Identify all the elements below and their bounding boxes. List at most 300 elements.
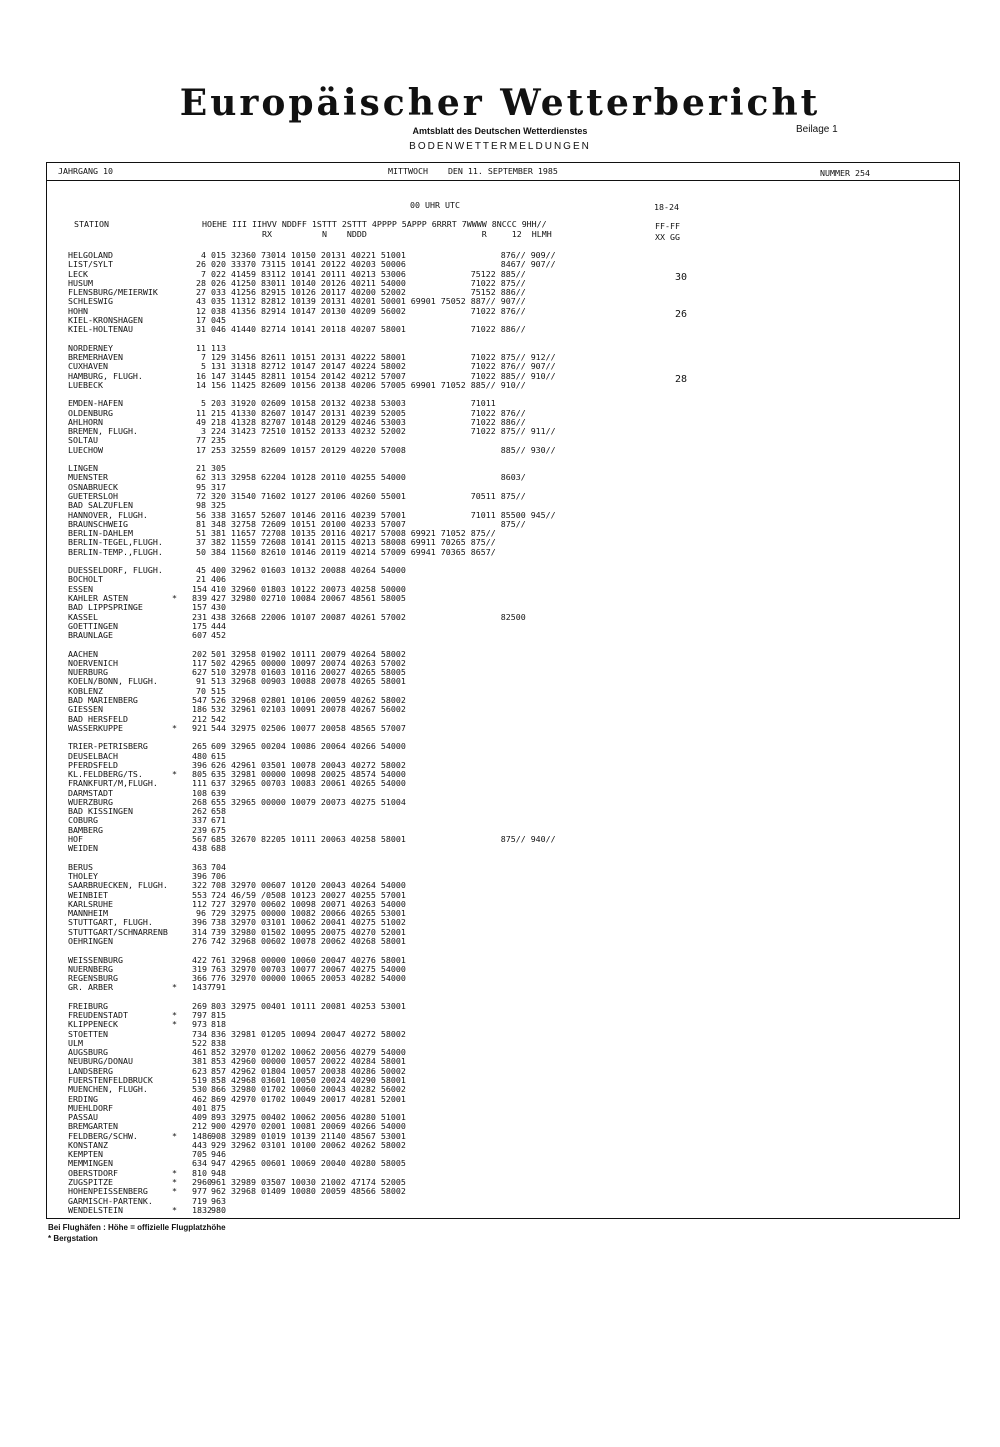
station-codes: 615 [211, 750, 226, 761]
station-name: PASSAU [68, 1112, 98, 1123]
station-name: FRANKFURT/M,FLUGH. [68, 778, 158, 789]
station-codes: 858 42968 03601 10050 20024 40290 58001 [211, 1075, 406, 1086]
station-name: BAD HERSFELD [68, 713, 128, 724]
station-altitude: 186 [192, 704, 207, 715]
station-codes: 203 31920 02609 10158 20132 40238 53003 71011 [211, 398, 496, 409]
station-altitude: 212 [192, 713, 207, 724]
station-codes: 815 [211, 1010, 226, 1021]
station-name: ESSEN [68, 583, 93, 594]
station-altitude: 212 [192, 1121, 207, 1132]
station-altitude: 461 [192, 1047, 207, 1058]
station-codes: 410 32960 01803 10122 20073 40258 50000 [211, 583, 406, 594]
station-altitude: 363 [192, 861, 207, 872]
station-altitude: 522 [192, 1037, 207, 1048]
station-altitude: 21 [196, 574, 206, 585]
mountain-station-marker: * [172, 592, 177, 603]
station-name: NORDERNEY [68, 342, 113, 353]
station-codes: 635 32981 00000 10098 20025 48574 54000 [211, 769, 406, 780]
station-name: KOELN/BONN, FLUGH. [68, 676, 158, 687]
station-name: HANNOVER, FLUGH. [68, 509, 148, 520]
station-name: GUETERSLOH [68, 491, 118, 502]
station-name: BAD SALZUFLEN [68, 500, 133, 511]
station-name: HOHN [68, 305, 88, 316]
station-altitude: 1832 [192, 1204, 212, 1215]
station-codes: 639 [211, 787, 226, 798]
station-altitude: 12 [196, 305, 206, 316]
station-name: BREMEN, FLUGH. [68, 426, 138, 437]
station-altitude: 268 [192, 796, 207, 807]
station-altitude: 11 [196, 342, 206, 353]
station-altitude: 96 [196, 908, 206, 919]
station-altitude: 72 [196, 491, 206, 502]
station-altitude: 396 [192, 917, 207, 928]
station-name: GARMISCH-PARTENK. [68, 1195, 153, 1206]
station-codes: 866 32980 01702 10060 20043 40282 56002 [211, 1084, 406, 1095]
station-codes: 532 32961 02103 10091 20078 40267 56002 [211, 704, 406, 715]
station-codes: 836 32981 01205 10094 20047 40272 58002 [211, 1028, 406, 1039]
station-name: SOLTAU [68, 435, 98, 446]
station-altitude: 553 [192, 889, 207, 900]
station-name: BRAUNLAGE [68, 630, 113, 641]
columns-header-2: RX N NDDD R 12 HLMH [262, 229, 552, 239]
mountain-station-marker: * [172, 982, 177, 993]
station-codes: 947 42965 00601 10069 20040 40280 58005 [211, 1158, 406, 1169]
period-label: 18-24 [654, 202, 679, 212]
station-altitude: 91 [196, 676, 206, 687]
station-altitude: 480 [192, 750, 207, 761]
station-name: SAARBRUECKEN, FLUGH. [68, 880, 168, 891]
station-altitude: 530 [192, 1084, 207, 1095]
station-altitude: 977 [192, 1186, 207, 1197]
station-codes: 688 [211, 843, 226, 854]
station-name: KL.FELDBERG/TS. [68, 769, 143, 780]
station-name: LINGEN [68, 463, 98, 474]
station-name: KIEL-KRONSHAGEN [68, 314, 143, 325]
station-altitude: 21 [196, 463, 206, 474]
station-name: OSNABRUECK [68, 481, 118, 492]
station-name: NEUBURG/DONAU [68, 1056, 133, 1067]
station-codes: 022 41459 83112 10141 20111 40213 53006 75122 885// [211, 268, 526, 279]
station-altitude: 31 [196, 324, 206, 335]
station-altitude: 56 [196, 509, 206, 520]
station-name: KIEL-HOLTENAU [68, 324, 133, 335]
mountain-station-marker: * [172, 1186, 177, 1197]
station-altitude: 2960 [192, 1177, 212, 1187]
section-title: BODENWETTERMELDUNGEN [409, 141, 591, 152]
station-codes: 626 42961 03501 10078 20043 40272 58002 [211, 759, 406, 770]
header-divider [46, 180, 960, 181]
station-name: LIST/SYLT [68, 259, 113, 270]
station-name: WENDELSTEIN [68, 1204, 123, 1215]
station-altitude: 262 [192, 806, 207, 817]
station-codes: 406 [211, 574, 226, 585]
station-codes: 338 31657 52607 10146 20116 40239 57001 71011 85500 945// [211, 509, 556, 520]
mountain-station-marker: * [172, 1177, 177, 1187]
station-codes: 026 41250 83011 10140 20126 40211 54000 71022 875// [211, 277, 526, 288]
station-codes: 637 32965 00703 10083 20061 40265 54000 [211, 778, 406, 789]
station-altitude: 17 [196, 444, 206, 455]
station-name: DUESSELDORF, FLUGH. [68, 565, 163, 576]
station-codes: 946 [211, 1149, 226, 1160]
station-altitude: 607 [192, 630, 207, 641]
station-codes: 384 11560 82610 10146 20119 40214 57009 69941 70365 8657/ [211, 546, 496, 557]
station-altitude: 111 [192, 778, 207, 789]
station-name: LUECHOW [68, 444, 103, 455]
station-altitude: 438 [192, 843, 207, 854]
station-name: BOCHOLT [68, 574, 103, 585]
station-altitude: 26 [196, 259, 206, 270]
station-altitude: 4 [201, 250, 206, 260]
station-codes: 908 32989 01019 10139 21140 48567 53001 [211, 1130, 406, 1141]
station-altitude: 269 [192, 1000, 207, 1011]
station-altitude: 28 [196, 277, 206, 288]
station-name: LECK [68, 268, 88, 279]
station-name: KLIPPENECK [68, 1019, 118, 1030]
station-codes: 215 41330 82607 10147 20131 40239 52005 71022 876// [211, 407, 526, 418]
station-codes: 224 31423 72510 10152 20133 40232 52002 71022 875// 911// [211, 426, 556, 437]
station-codes: 542 [211, 713, 226, 724]
document-subtitle: Amtsblatt des Deutschen Wetterdienstes [412, 126, 588, 136]
station-altitude: 337 [192, 815, 207, 826]
nummer-label: NUMMER 254 [820, 168, 870, 178]
station-altitude: 11 [196, 407, 206, 418]
jahrgang-label: JAHRGANG 10 [58, 166, 113, 176]
station-codes: 893 32975 00402 10062 20056 40280 51001 [211, 1112, 406, 1123]
station-name: FELDBERG/SCHW. [68, 1130, 138, 1141]
station-altitude: 734 [192, 1028, 207, 1039]
station-altitude: 396 [192, 759, 207, 770]
station-altitude: 112 [192, 898, 207, 909]
station-altitude: 322 [192, 880, 207, 891]
mountain-station-marker: * [172, 1010, 177, 1021]
ff-value: 30 [675, 271, 688, 283]
station-header: STATION [74, 219, 109, 229]
station-codes: 325 [211, 500, 226, 511]
station-name: GR. ARBER [68, 982, 113, 993]
station-codes: 382 11559 72608 10141 20115 40213 58008 69911 70265 875// [211, 537, 496, 548]
station-name: THOLEY [68, 871, 98, 882]
station-name: STUTTGART/SCHNARRENB [68, 926, 168, 937]
station-codes: 113 [211, 342, 226, 353]
station-codes: 776 32970 00000 10065 20053 40282 54000 [211, 973, 406, 984]
station-codes: 526 32968 02801 10106 20059 40262 58002 [211, 694, 406, 705]
station-name: HOF [68, 834, 83, 844]
station-name: WUERZBURG [68, 796, 113, 807]
station-altitude: 5 [201, 398, 206, 409]
station-codes: 452 [211, 630, 226, 641]
station-altitude: 627 [192, 667, 207, 678]
station-name: FUERSTENFELDBRUCK [68, 1075, 153, 1086]
station-codes: 038 41356 82914 10147 20130 40209 56002 71022 876// [211, 305, 526, 316]
station-name: OBERSTDORF [68, 1167, 118, 1178]
station-codes: 235 [211, 435, 226, 446]
station-codes: 857 42962 01804 10057 20038 40286 50002 [211, 1065, 406, 1076]
station-altitude: 401 [192, 1102, 207, 1113]
station-codes: 852 32970 01202 10062 20056 40279 54000 [211, 1047, 406, 1058]
station-altitude: 422 [192, 954, 207, 965]
station-altitude: 381 [192, 1056, 207, 1067]
station-codes: 348 32758 72609 10151 20100 40233 57007 875// [211, 518, 526, 529]
ff-value: 28 [675, 373, 688, 385]
station-codes: 156 11425 82609 10156 20138 40206 57005 69901 71052 885// 910// [211, 379, 526, 390]
station-altitude: 839 [192, 592, 207, 603]
mountain-station-marker: * [172, 1204, 177, 1215]
station-altitude: 49 [196, 416, 206, 427]
station-altitude: 1437 [192, 982, 212, 993]
station-altitude: 797 [192, 1010, 207, 1021]
station-codes: 900 42970 02001 10081 20069 40266 54000 [211, 1121, 406, 1132]
station-name: MUENSTER [68, 472, 108, 483]
station-name: BAD KISSINGEN [68, 806, 133, 817]
columns-header: HOEHE III IIHVV NDDFF 1STTT 2STTT 4PPPP 5APPP 6RRRT 7WWWW 8NCCC 9HH// [202, 219, 547, 229]
station-altitude: 3 [201, 426, 206, 437]
station-codes: 046 41440 82714 10141 20118 40207 58001 71022 886// [211, 324, 526, 335]
station-codes: 147 31445 82811 10154 20142 40212 57007 71022 885// 910// [211, 370, 556, 381]
station-altitude: 396 [192, 871, 207, 882]
station-altitude: 239 [192, 824, 207, 835]
station-altitude: 719 [192, 1195, 207, 1206]
station-codes: 400 32962 01603 10132 20088 40264 54000 [211, 565, 406, 576]
ff-value: 26 [675, 308, 688, 320]
station-name: EMDEN-HAFEN [68, 398, 123, 409]
mountain-station-marker: * [172, 769, 177, 780]
station-altitude: 70 [196, 685, 206, 696]
station-name: OLDENBURG [68, 407, 113, 418]
station-codes: 658 [211, 806, 226, 817]
station-altitude: 98 [196, 500, 206, 511]
station-altitude: 7 [201, 351, 206, 362]
station-name: SCHLESWIG [68, 296, 113, 307]
station-name: KASSEL [68, 611, 98, 622]
station-name: PFERDSFELD [68, 759, 118, 770]
station-name: FREUDENSTADT [68, 1010, 128, 1021]
station-name: DEUSELBACH [68, 750, 118, 761]
station-altitude: 623 [192, 1065, 207, 1076]
station-codes: 609 32965 00204 10086 20064 40266 54000 [211, 741, 406, 752]
station-codes: 502 42965 00000 10097 20074 40263 57002 [211, 657, 406, 668]
mountain-station-marker: * [172, 1167, 177, 1178]
station-altitude: 27 [196, 287, 206, 298]
station-altitude: 37 [196, 537, 206, 548]
station-codes: 729 32975 00000 10082 20066 40265 53001 [211, 908, 406, 919]
xx-header: XX GG [655, 232, 680, 242]
station-altitude: 519 [192, 1075, 207, 1086]
station-name: KAHLER ASTEN [68, 592, 128, 603]
station-altitude: 276 [192, 935, 207, 946]
station-codes: 838 [211, 1037, 226, 1048]
station-codes: 739 32980 01502 10095 20075 40270 52001 [211, 926, 406, 937]
station-altitude: 95 [196, 481, 206, 492]
station-altitude: 443 [192, 1139, 207, 1150]
date-label: MITTWOCH DEN 11. SEPTEMBER 1985 [388, 166, 558, 176]
station-altitude: 921 [192, 722, 207, 733]
beilage-label: Beilage 1 [796, 124, 838, 135]
station-name: ZUGSPITZE [68, 1177, 113, 1187]
station-codes: 685 32670 82205 10111 20063 40258 58001 875// 940// [211, 834, 556, 844]
station-name: BERUS [68, 861, 93, 872]
station-codes: 961 32989 03507 10030 21002 47174 52005 [211, 1177, 406, 1187]
station-name: KARLSRUHE [68, 898, 113, 909]
station-codes: 763 32970 00703 10077 20067 40275 54000 [211, 963, 406, 974]
station-name: NUERBURG [68, 667, 108, 678]
station-name: MEMMINGEN [68, 1158, 113, 1169]
station-codes: 727 32970 00602 10098 20071 40263 54000 [211, 898, 406, 909]
station-codes: 761 32968 00000 10060 20047 40276 58001 [211, 954, 406, 965]
station-name: GOETTINGEN [68, 620, 118, 631]
station-altitude: 973 [192, 1019, 207, 1030]
station-name: AHLHORN [68, 416, 103, 427]
station-name: BAD MARIENBERG [68, 694, 138, 705]
station-name: AUGSBURG [68, 1047, 108, 1058]
station-codes: 020 33370 73115 10141 20122 40203 50006 8467/ 907// [211, 259, 556, 270]
footnote-mountain: * Bergstation [48, 1234, 98, 1244]
station-codes: 948 [211, 1167, 226, 1178]
station-name: LUEBECK [68, 379, 103, 390]
station-altitude: 45 [196, 565, 206, 576]
station-altitude: 50 [196, 546, 206, 557]
footnote-airport: Bei Flughäfen : Höhe = offizielle Flugplatzhöhe [48, 1223, 226, 1233]
station-name: ERDING [68, 1093, 98, 1104]
station-name: FLENSBURG/MEIERWIK [68, 287, 158, 298]
mountain-station-marker: * [172, 1130, 177, 1141]
station-codes: 317 [211, 481, 226, 492]
station-codes: 704 [211, 861, 226, 872]
station-altitude: 634 [192, 1158, 207, 1169]
station-altitude: 108 [192, 787, 207, 798]
station-altitude: 1486 [192, 1130, 212, 1141]
station-name: MANNHEIM [68, 908, 108, 919]
mountain-station-marker: * [172, 722, 177, 733]
station-altitude: 62 [196, 472, 206, 483]
station-name: COBURG [68, 815, 98, 826]
station-name: KEMPTEN [68, 1149, 103, 1160]
station-altitude: 366 [192, 973, 207, 984]
station-name: MUEHLDORF [68, 1102, 113, 1113]
station-altitude: 231 [192, 611, 207, 622]
station-codes: 803 32975 00401 10111 20081 40253 53001 [211, 1000, 406, 1011]
station-name: REGENSBURG [68, 973, 118, 984]
station-name: BREMGARTEN [68, 1121, 118, 1132]
station-altitude: 705 [192, 1149, 207, 1160]
station-altitude: 805 [192, 769, 207, 780]
station-altitude: 175 [192, 620, 207, 631]
station-codes: 791 [211, 982, 226, 993]
station-altitude: 202 [192, 648, 207, 659]
station-codes: 853 42960 00000 10057 20022 40284 58001 [211, 1056, 406, 1067]
mountain-station-marker: * [172, 1019, 177, 1030]
station-codes: 438 32668 22006 10107 20087 40261 57002 82500 [211, 611, 526, 622]
station-codes: 444 [211, 620, 226, 631]
station-name: HOHENPEISSENBERG [68, 1186, 148, 1197]
station-codes: 218 41328 82707 10148 20129 40246 53003 71022 886// [211, 416, 526, 427]
station-name: BERLIN-TEGEL,FLUGH. [68, 537, 163, 548]
station-codes: 980 [211, 1204, 226, 1215]
station-codes: 963 [211, 1195, 226, 1206]
station-name: STUTTGART, FLUGH. [68, 917, 153, 928]
station-name: DARMSTADT [68, 787, 113, 798]
station-name: BREMERHAVEN [68, 351, 123, 362]
station-altitude: 319 [192, 963, 207, 974]
station-codes: 253 32559 82609 10157 20129 40220 57008 885// 930// [211, 444, 556, 455]
station-codes: 033 41256 82915 10126 20117 40200 52002 75152 886// [211, 287, 526, 298]
station-name: AACHEN [68, 648, 98, 659]
station-codes: 015 32360 73014 10150 20131 40221 51001 876// 909// [211, 250, 556, 260]
station-name: GIESSEN [68, 704, 103, 715]
station-codes: 675 [211, 824, 226, 835]
station-codes: 313 32958 62204 10128 20110 40255 54000 8603/ [211, 472, 526, 483]
station-name: NUERNBERG [68, 963, 113, 974]
station-name: BRAUNSCHWEIG [68, 518, 128, 529]
station-codes: 929 32962 03101 10100 20062 40262 58002 [211, 1139, 406, 1150]
station-name: BERLIN-DAHLEM [68, 528, 133, 539]
document-title: Europäischer Wetterbericht [179, 82, 821, 124]
station-altitude: 77 [196, 435, 206, 446]
station-name: MUENCHEN, FLUGH. [68, 1084, 148, 1095]
station-name: HELGOLAND [68, 250, 113, 260]
station-name: WEISSENBURG [68, 954, 123, 965]
station-altitude: 43 [196, 296, 206, 307]
station-codes: 035 11312 82812 10139 20131 40201 50001 69901 75052 887// 907// [211, 296, 526, 307]
station-altitude: 547 [192, 694, 207, 705]
station-name: WEINBIET [68, 889, 108, 900]
station-name: FREIBURG [68, 1000, 108, 1011]
station-name: TRIER-PETRISBERG [68, 741, 148, 752]
station-altitude: 16 [196, 370, 206, 381]
station-codes: 818 [211, 1019, 226, 1030]
station-name: BAMBERG [68, 824, 103, 835]
station-codes: 305 [211, 463, 226, 474]
station-codes: 427 32980 02710 10084 20067 48561 58005 [211, 592, 406, 603]
station-codes: 875 [211, 1102, 226, 1113]
station-codes: 544 32975 02506 10077 20058 48565 57007 [211, 722, 406, 733]
station-codes: 706 [211, 871, 226, 882]
station-name: OEHRINGEN [68, 935, 113, 946]
station-codes: 430 [211, 602, 226, 613]
time-label: 00 UHR UTC [410, 200, 460, 210]
station-name: HAMBURG, FLUGH. [68, 370, 143, 381]
station-codes: 131 31318 82712 10147 20147 40224 58002 71022 876// 907// [211, 361, 556, 372]
station-altitude: 157 [192, 602, 207, 613]
station-codes: 708 32970 00607 10120 20043 40264 54000 [211, 880, 406, 891]
station-altitude: 81 [196, 518, 206, 529]
station-codes: 501 32958 01902 10111 20079 40264 58002 [211, 648, 406, 659]
station-codes: 869 42970 01702 10049 20017 40281 52001 [211, 1093, 406, 1104]
station-name: BAD LIPPSPRINGE [68, 602, 143, 613]
station-name: NOERVENICH [68, 657, 118, 668]
station-codes: 510 32978 01603 10116 20027 40265 58005 [211, 667, 406, 678]
station-altitude: 810 [192, 1167, 207, 1178]
station-altitude: 117 [192, 657, 207, 668]
station-codes: 742 32968 00602 10078 20062 40268 58001 [211, 935, 406, 946]
station-codes: 515 [211, 685, 226, 696]
station-name: STOETTEN [68, 1028, 108, 1039]
station-altitude: 567 [192, 834, 207, 844]
station-name: CUXHAVEN [68, 361, 108, 372]
station-codes: 962 32968 01409 10080 20059 48566 58002 [211, 1186, 406, 1197]
station-altitude: 14 [196, 379, 206, 390]
station-altitude: 154 [192, 583, 207, 594]
station-altitude: 5 [201, 361, 206, 372]
station-name: WEIDEN [68, 843, 98, 854]
station-codes: 045 [211, 314, 226, 325]
station-altitude: 314 [192, 926, 207, 937]
station-codes: 513 32968 00903 10088 20078 40265 58001 [211, 676, 406, 687]
station-codes: 129 31456 82611 10151 20131 40222 58001 71022 875// 912// [211, 351, 556, 362]
station-name: KOBLENZ [68, 685, 103, 696]
station-name: LANDSBERG [68, 1065, 113, 1076]
station-name: ULM [68, 1037, 83, 1048]
station-codes: 724 46/59 /0508 10123 20027 40255 57001 [211, 889, 406, 900]
